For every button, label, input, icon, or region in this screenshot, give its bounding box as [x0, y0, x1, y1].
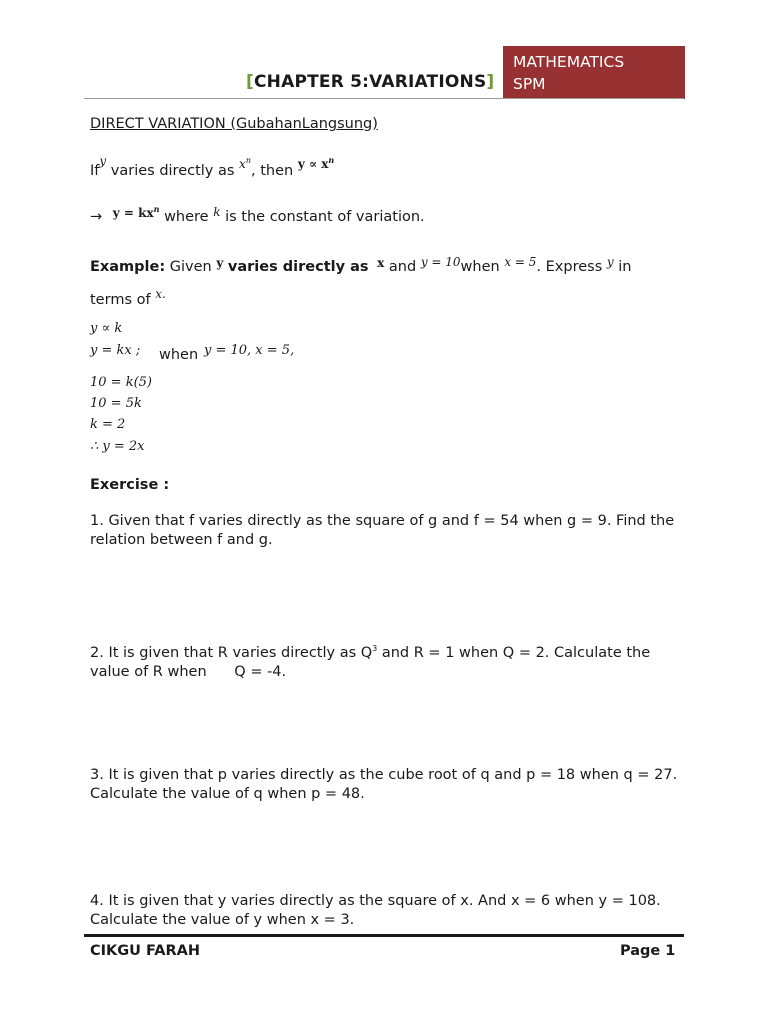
example-line — [90, 255, 632, 275]
working-step-1: y ∝ k — [90, 321, 123, 336]
example-line-2 — [90, 287, 166, 308]
subject-line-1: MATHEMATICS — [513, 53, 625, 71]
given-text: Given — [169, 259, 212, 275]
constant-text: is the constant of variation. — [225, 209, 425, 225]
question-2: 2. It is given that R varies directly as $Q^3$ and R = 1 when Q = 2. Calculate the value of R when Q = -4. — [90, 644, 655, 680]
footer-author: CIKGU FARAH — [90, 943, 200, 959]
exercise-heading: Exercise : — [90, 477, 170, 493]
example-label: Example: — [90, 259, 166, 275]
chapter-title-text: CHAPTER 5:VARIATIONS — [253, 72, 487, 92]
when-condition: y = 10, x = 5, — [204, 343, 295, 358]
footer-divider — [84, 934, 684, 937]
varies-text: varies directly as — [110, 162, 235, 179]
working-step-4: 10 = 5k — [90, 396, 142, 411]
question-4: 4. It is given that y varies directly as the square of x. And x = 6 when y = 108. Calculate the value of y when x = 3. — [90, 893, 661, 928]
example-y2: y — [606, 255, 614, 269]
proportional-expression: y ∝ xn — [297, 154, 335, 171]
working-step-2: y = kx ; — [90, 343, 141, 358]
when-label: when — [159, 347, 199, 363]
k-symbol: k — [213, 205, 221, 219]
example-y: y — [216, 256, 224, 270]
chapter-title — [246, 72, 494, 92]
when-text: when — [460, 259, 500, 275]
question-3: 3. It is given that p varies directly as the cube root of q and p = 18 when q = 27. Calculate the value of q when p = 48. — [90, 767, 678, 802]
header-divider — [84, 98, 684, 99]
subject-box — [503, 46, 685, 99]
formula-line — [90, 204, 425, 225]
page-number: Page 1 — [620, 943, 676, 959]
then-text: , then — [250, 162, 294, 179]
y-symbol: y — [99, 154, 107, 168]
and-text: and — [388, 259, 417, 275]
in-text: in — [618, 259, 632, 275]
condition-x: x = 5 — [504, 255, 537, 269]
question-1: 1. Given that f varies directly as the square of g and f = 54 when g = 9. Find the relation between f and g. — [90, 513, 675, 548]
example-x: x — [377, 256, 385, 270]
where-text: where — [164, 209, 209, 225]
x-symbol: xn — [239, 155, 251, 171]
working-step-5: k = 2 — [90, 417, 126, 432]
formula: y = kxn — [112, 204, 160, 220]
arrow-symbol: → — [90, 209, 103, 225]
if-text: If — [90, 162, 100, 179]
subject-line-2: SPM — [513, 75, 546, 93]
terms-text: terms of — [90, 292, 151, 308]
example-x2: x. — [155, 287, 166, 301]
condition-y: y = 10 — [420, 255, 461, 269]
section-title: DIRECT VARIATION (GubahanLangsung) — [90, 116, 378, 132]
definition-line — [90, 154, 335, 179]
bracket-open: [ — [246, 72, 254, 92]
varies-bold-text: varies directly as — [227, 259, 369, 275]
working-step-6: ∴ y = 2x — [90, 439, 145, 454]
working-step-3: 10 = k(5) — [90, 375, 152, 390]
express-text: . Express — [536, 259, 603, 275]
bracket-close: ] — [486, 72, 495, 92]
